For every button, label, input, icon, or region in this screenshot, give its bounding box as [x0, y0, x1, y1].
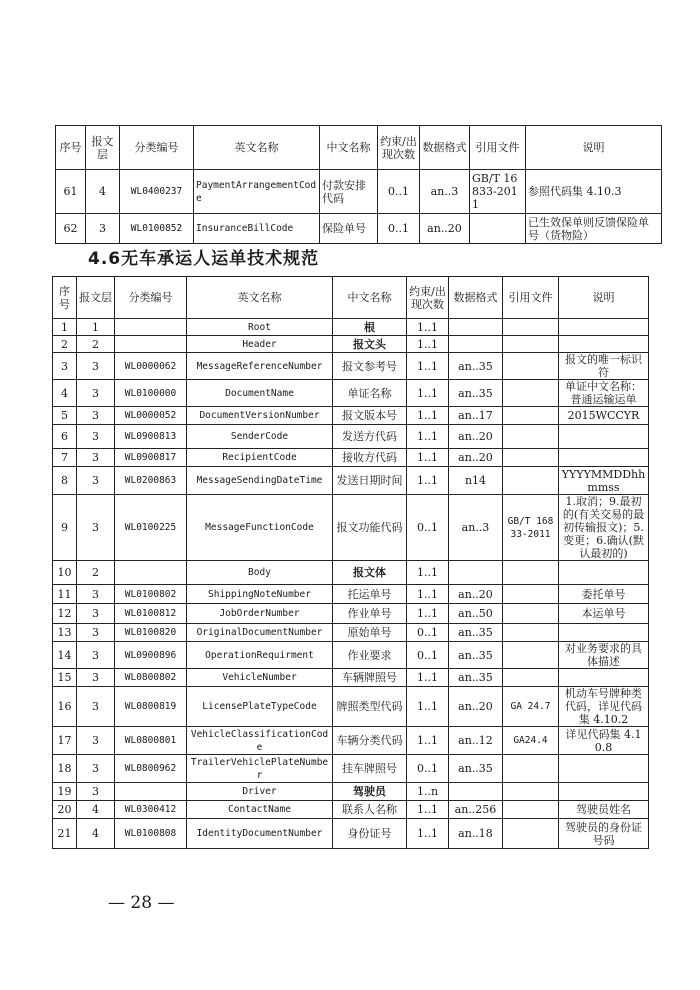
cell-en-name: SenderCode	[187, 425, 333, 449]
cell-cn-name: 保险单号	[320, 214, 378, 244]
cell-ref	[503, 783, 559, 801]
table-header-row	[53, 277, 649, 319]
cell-seq: 10	[53, 561, 77, 585]
cell-note: 单证中文名称：普通运输运单	[559, 380, 649, 407]
table-body	[53, 319, 649, 849]
cell-constraint: 0..1	[407, 755, 449, 783]
cell-note	[559, 319, 649, 336]
cell-format: an..35	[449, 755, 503, 783]
cell-code: WL0200863	[115, 467, 187, 495]
cell-level: 3	[77, 642, 115, 669]
header-cell: 引用文件	[470, 126, 526, 170]
cell-ref	[503, 353, 559, 380]
cell-en-name: MessageReferenceNumber	[187, 353, 333, 380]
cell-en-name: MessageFunctionCode	[187, 495, 333, 561]
table-continued	[55, 125, 662, 244]
table-row	[53, 642, 649, 669]
cell-level: 2	[77, 561, 115, 585]
cell-code: WL0900813	[115, 425, 187, 449]
section-title: 4.6无车承运人运单技术规范	[88, 249, 320, 269]
cell-en-name: ContactName	[187, 801, 333, 819]
cell-level: 3	[77, 425, 115, 449]
cell-code: WL0100000	[115, 380, 187, 407]
cell-ref	[503, 380, 559, 407]
cell-en-name: LicensePlateTypeCode	[187, 687, 333, 727]
cell-cn-name: 车辆分类代码	[333, 727, 407, 755]
cell-ref	[503, 624, 559, 642]
cell-level: 3	[77, 467, 115, 495]
cell-level: 4	[77, 801, 115, 819]
cell-ref	[503, 801, 559, 819]
header-cell: 数据格式	[449, 277, 503, 319]
cell-constraint: 1..1	[407, 353, 449, 380]
cell-constraint: 1..1	[407, 585, 449, 604]
cell-cn-name: 作业要求	[333, 642, 407, 669]
cell-seq: 6	[53, 425, 77, 449]
cell-level: 3	[77, 604, 115, 624]
cell-note: 参照代码集 4.10.3	[526, 170, 662, 214]
cell-note: 已生效保单则反馈保险单号（货物险）	[526, 214, 662, 244]
table-row	[56, 214, 662, 244]
cell-code: WL0800801	[115, 727, 187, 755]
cell-seq: 13	[53, 624, 77, 642]
cell-seq: 62	[56, 214, 86, 244]
cell-cn-name: 原始单号	[333, 624, 407, 642]
cell-level: 3	[77, 380, 115, 407]
cell-seq: 20	[53, 801, 77, 819]
header-cell: 分类编号	[115, 277, 187, 319]
table-row	[53, 783, 649, 801]
cell-code: WL0900817	[115, 449, 187, 467]
cell-code: WL0100852	[120, 214, 194, 244]
cell-cn-name: 报文功能代码	[333, 495, 407, 561]
cell-note: 委托单号	[559, 585, 649, 604]
cell-en-name: DocumentName	[187, 380, 333, 407]
cell-cn-name: 挂车牌照号	[333, 755, 407, 783]
cell-constraint: 1..1	[407, 425, 449, 449]
cell-code	[115, 783, 187, 801]
header-cell: 说明	[559, 277, 649, 319]
header-cell: 序号	[56, 126, 86, 170]
cell-seq: 19	[53, 783, 77, 801]
table-row	[53, 604, 649, 624]
cell-en-name: DocumentVersionNumber	[187, 407, 333, 425]
cell-level: 3	[77, 669, 115, 687]
waybill-spec-table	[52, 276, 649, 849]
cell-cn-name: 身份证号	[333, 819, 407, 849]
cell-ref	[503, 336, 559, 353]
cell-code: WL0100802	[115, 585, 187, 604]
table-row	[53, 727, 649, 755]
cell-format: an..35	[449, 624, 503, 642]
cell-cn-name: 报文体	[333, 561, 407, 585]
cell-format: an..18	[449, 819, 503, 849]
cell-note: 本运单号	[559, 604, 649, 624]
cell-note: YYYYMMDDhhmmss	[559, 467, 649, 495]
cell-ref: GB/T 16833-2011	[470, 170, 526, 214]
cell-en-name: PaymentArrangementCode	[194, 170, 320, 214]
header-cell: 序号	[53, 277, 77, 319]
cell-note	[559, 783, 649, 801]
cell-code: WL0400237	[120, 170, 194, 214]
cell-ref	[503, 819, 559, 849]
cell-code: WL0100225	[115, 495, 187, 561]
cell-seq: 9	[53, 495, 77, 561]
cell-code: WL0000062	[115, 353, 187, 380]
cell-level: 4	[86, 170, 120, 214]
cell-seq: 61	[56, 170, 86, 214]
header-cell: 说明	[526, 126, 662, 170]
cell-cn-name: 发送方代码	[333, 425, 407, 449]
cell-level: 3	[77, 783, 115, 801]
table-row	[53, 624, 649, 642]
cell-en-name: OriginalDocumentNumber	[187, 624, 333, 642]
cell-cn-name: 单证名称	[333, 380, 407, 407]
cell-cn-name: 联系人名称	[333, 801, 407, 819]
table-row	[53, 801, 649, 819]
cell-en-name: ShippingNoteNumber	[187, 585, 333, 604]
cell-code: WL0300412	[115, 801, 187, 819]
cell-code: WL0100820	[115, 624, 187, 642]
cell-format: an..35	[449, 380, 503, 407]
cell-note: 对业务要求的具体描述	[559, 642, 649, 669]
header-cell: 中文名称	[333, 277, 407, 319]
cell-en-name: MessageSendingDateTime	[187, 467, 333, 495]
table-row	[53, 425, 649, 449]
cell-constraint: 1..1	[407, 336, 449, 353]
header-cell: 约束/出现次数	[378, 126, 420, 170]
cell-note	[559, 336, 649, 353]
cell-format: an..3	[449, 495, 503, 561]
cell-en-name: RecipientCode	[187, 449, 333, 467]
cell-cn-name: 根	[333, 319, 407, 336]
cell-cn-name: 报文头	[333, 336, 407, 353]
cell-seq: 16	[53, 687, 77, 727]
table-row	[53, 407, 649, 425]
cell-en-name: IdentityDocumentNumber	[187, 819, 333, 849]
cell-format	[449, 783, 503, 801]
cell-constraint: 1..1	[407, 449, 449, 467]
cell-note	[559, 449, 649, 467]
cell-cn-name: 付款安排代码	[320, 170, 378, 214]
table-row	[56, 170, 662, 214]
cell-constraint: 1..1	[407, 687, 449, 727]
table-row	[53, 449, 649, 467]
cell-format: an..20	[449, 687, 503, 727]
cell-en-name: JobOrderNumber	[187, 604, 333, 624]
cell-cn-name: 报文参考号	[333, 353, 407, 380]
cell-constraint: 1..1	[407, 467, 449, 495]
cell-code: WL0100812	[115, 604, 187, 624]
cell-note: 报文的唯一标识符	[559, 353, 649, 380]
cell-note: 驾驶员姓名	[559, 801, 649, 819]
cell-code: WL0800962	[115, 755, 187, 783]
cell-seq: 14	[53, 642, 77, 669]
cell-en-name: VehicleClassificationCode	[187, 727, 333, 755]
cell-cn-name: 报文版本号	[333, 407, 407, 425]
cell-code	[115, 336, 187, 353]
cell-note: 2015WCCYR	[559, 407, 649, 425]
cell-constraint: 1..1	[407, 801, 449, 819]
cell-note	[559, 624, 649, 642]
cell-format: an..256	[449, 801, 503, 819]
cell-seq: 2	[53, 336, 77, 353]
cell-constraint: 0..1	[378, 214, 420, 244]
table-row	[53, 755, 649, 783]
cell-level: 3	[77, 585, 115, 604]
cell-ref	[503, 449, 559, 467]
cell-code: WL0800819	[115, 687, 187, 727]
cell-format: an..20	[449, 585, 503, 604]
header-cell: 分类编号	[120, 126, 194, 170]
cell-constraint: 0..1	[407, 642, 449, 669]
cell-seq: 1	[53, 319, 77, 336]
cell-note	[559, 425, 649, 449]
cell-seq: 12	[53, 604, 77, 624]
table-row	[53, 561, 649, 585]
cell-ref	[470, 214, 526, 244]
cell-en-name: Driver	[187, 783, 333, 801]
cell-format: an..50	[449, 604, 503, 624]
cell-ref	[503, 585, 559, 604]
cell-format: an..20	[420, 214, 470, 244]
cell-format	[449, 561, 503, 585]
cell-cn-name: 发送日期时间	[333, 467, 407, 495]
cell-format: an..35	[449, 642, 503, 669]
cell-code: WL0100808	[115, 819, 187, 849]
cell-seq: 18	[53, 755, 77, 783]
table-row	[53, 467, 649, 495]
cell-level: 3	[77, 755, 115, 783]
table-row	[53, 336, 649, 353]
cell-en-name: Root	[187, 319, 333, 336]
cell-cn-name: 车辆牌照号	[333, 669, 407, 687]
cell-cn-name: 作业单号	[333, 604, 407, 624]
cell-seq: 8	[53, 467, 77, 495]
table-row	[53, 585, 649, 604]
cell-ref	[503, 642, 559, 669]
cell-ref: GA24.4	[503, 727, 559, 755]
cell-format: an..17	[449, 407, 503, 425]
table-row	[53, 353, 649, 380]
cell-code: WL0800802	[115, 669, 187, 687]
cell-code	[115, 319, 187, 336]
cell-seq: 7	[53, 449, 77, 467]
cell-level: 3	[77, 449, 115, 467]
header-cell: 报文层	[86, 126, 120, 170]
cell-cn-name: 接收方代码	[333, 449, 407, 467]
cell-level: 3	[77, 495, 115, 561]
header-cell: 报文层	[77, 277, 115, 319]
cell-constraint: 1..1	[407, 727, 449, 755]
cell-level: 2	[77, 336, 115, 353]
cell-format	[449, 336, 503, 353]
cell-constraint: 1..1	[407, 319, 449, 336]
header-cell: 英文名称	[194, 126, 320, 170]
table-row	[53, 819, 649, 849]
cell-constraint: 1..1	[407, 380, 449, 407]
cell-format: an..35	[449, 353, 503, 380]
cell-level: 1	[77, 319, 115, 336]
cell-ref	[503, 425, 559, 449]
cell-level: 3	[77, 687, 115, 727]
cell-seq: 4	[53, 380, 77, 407]
cell-en-name: OperationRequirment	[187, 642, 333, 669]
table-row	[53, 380, 649, 407]
cell-ref	[503, 467, 559, 495]
cell-code: WL0000052	[115, 407, 187, 425]
header-cell: 数据格式	[420, 126, 470, 170]
cell-cn-name: 牌照类型代码	[333, 687, 407, 727]
cell-note	[559, 755, 649, 783]
table-row	[53, 319, 649, 336]
cell-format: an..20	[449, 425, 503, 449]
cell-ref: GB/T 16833-2011	[503, 495, 559, 561]
table-header-row	[56, 126, 662, 170]
header-cell: 英文名称	[187, 277, 333, 319]
cell-constraint: 1..1	[407, 561, 449, 585]
cell-seq: 17	[53, 727, 77, 755]
cell-constraint: 0..1	[378, 170, 420, 214]
cell-cn-name: 驾驶员	[333, 783, 407, 801]
cell-note: 驾驶员的身份证号码	[559, 819, 649, 849]
cell-level: 3	[77, 624, 115, 642]
cell-level: 3	[86, 214, 120, 244]
cell-format: n14	[449, 467, 503, 495]
cell-seq: 5	[53, 407, 77, 425]
cell-constraint: 1..1	[407, 604, 449, 624]
cell-note: 详见代码集 4.10.8	[559, 727, 649, 755]
cell-ref	[503, 669, 559, 687]
cell-constraint: 0..1	[407, 495, 449, 561]
cell-ref	[503, 407, 559, 425]
cell-format: an..35	[449, 669, 503, 687]
cell-en-name: InsuranceBillCode	[194, 214, 320, 244]
header-cell: 约束/出现次数	[407, 277, 449, 319]
cell-level: 3	[77, 353, 115, 380]
cell-en-name: TrailerVehiclePlateNumber	[187, 755, 333, 783]
cell-en-name: Header	[187, 336, 333, 353]
cell-ref	[503, 319, 559, 336]
cell-level: 4	[77, 819, 115, 849]
cell-constraint: 1..n	[407, 783, 449, 801]
cell-note: 1.取消；9.最初的(有关交易的最初传输报文)；5.变更；6.确认(默认最初的)	[559, 495, 649, 561]
cell-format: an..3	[420, 170, 470, 214]
cell-seq: 15	[53, 669, 77, 687]
cell-constraint: 1..1	[407, 407, 449, 425]
cell-level: 3	[77, 727, 115, 755]
cell-constraint: 1..1	[407, 669, 449, 687]
cell-format: an..12	[449, 727, 503, 755]
cell-format	[449, 319, 503, 336]
cell-constraint: 0..1	[407, 624, 449, 642]
cell-constraint: 1..1	[407, 819, 449, 849]
cell-note	[559, 669, 649, 687]
cell-code: WL0900896	[115, 642, 187, 669]
cell-seq: 21	[53, 819, 77, 849]
table-row	[53, 669, 649, 687]
cell-note	[559, 561, 649, 585]
cell-ref	[503, 604, 559, 624]
header-cell: 引用文件	[503, 277, 559, 319]
header-cell: 中文名称	[320, 126, 378, 170]
cell-en-name: VehicleNumber	[187, 669, 333, 687]
cell-ref	[503, 755, 559, 783]
table-row	[53, 495, 649, 561]
cell-seq: 3	[53, 353, 77, 380]
page-number: — 28 —	[108, 893, 175, 913]
cell-ref: GA 24.7	[503, 687, 559, 727]
cell-cn-name: 托运单号	[333, 585, 407, 604]
cell-level: 3	[77, 407, 115, 425]
table-row	[53, 687, 649, 727]
cell-note: 机动车号牌种类代码，详见代码集 4.10.2	[559, 687, 649, 727]
cell-format: an..20	[449, 449, 503, 467]
cell-en-name: Body	[187, 561, 333, 585]
cell-ref	[503, 561, 559, 585]
cell-seq: 11	[53, 585, 77, 604]
cell-code	[115, 561, 187, 585]
